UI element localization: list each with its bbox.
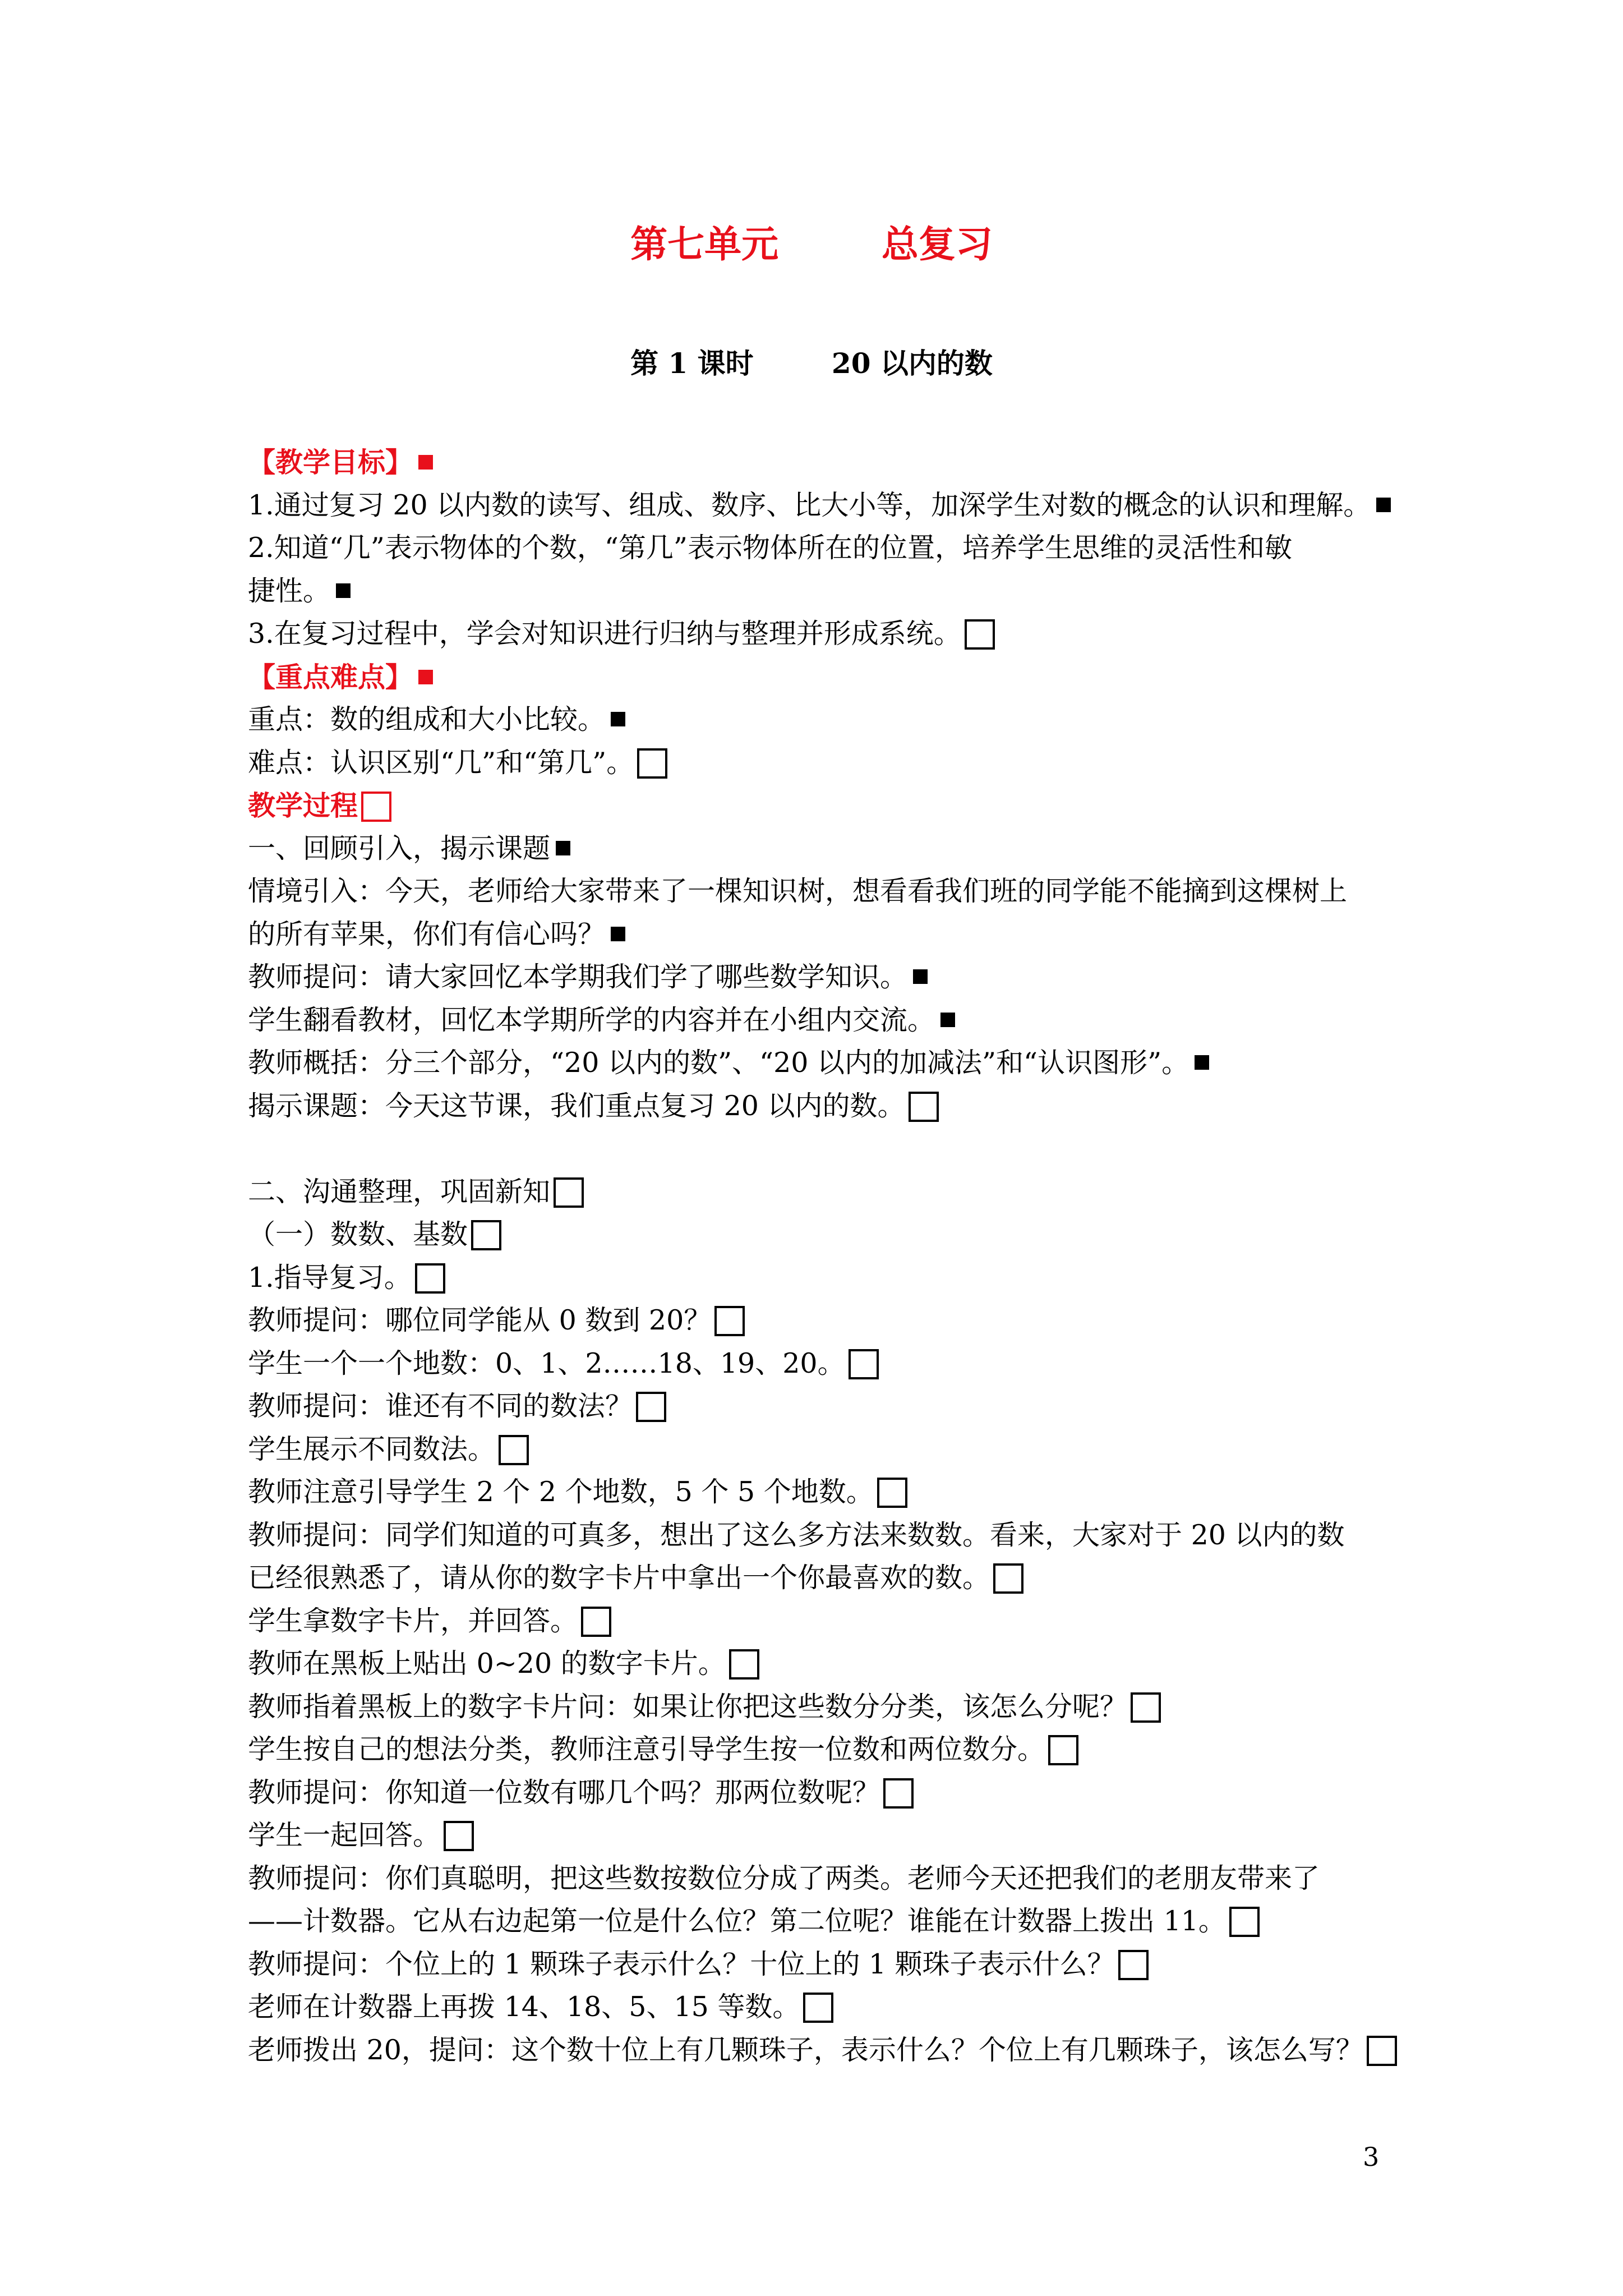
blank-line — [248, 1128, 1403, 1171]
text-line: 老师在计数器上再拨 14、18、5、15 等数。 — [248, 1986, 1403, 2029]
empty-box-icon — [883, 1778, 914, 1809]
text-line: 教师在黑板上贴出 0~20 的数字卡片。 — [248, 1642, 1403, 1686]
text-line: 教师提问：你知道一位数有哪几个吗？那两位数呢？ — [248, 1772, 1403, 1815]
empty-box-icon — [499, 1435, 529, 1465]
text-line: 一、回顾引入，揭示课题 — [248, 827, 1403, 871]
unit-title: 第七单元 总复习 — [630, 222, 993, 266]
section-heading-process: 教学过程 — [248, 784, 1403, 827]
lesson-subtitle: 第 1 课时 20 以内的数 — [630, 347, 993, 380]
text-line: 教师注意引导学生 2 个 2 个地数，5 个 5 个地数。 — [248, 1471, 1403, 1514]
text-line: 揭示课题：今天这节课，我们重点复习 20 以内的数。 — [248, 1085, 1403, 1128]
empty-box-icon — [1048, 1735, 1078, 1765]
empty-box-icon — [1118, 1950, 1149, 1980]
text-line: 的所有苹果，你们有信心吗？ — [248, 913, 1403, 956]
empty-box-icon — [714, 1306, 745, 1336]
text-line: （一）数数、基数 — [248, 1213, 1403, 1257]
text-line: 老师拨出 20，提问：这个数十位上有几颗珠子，表示什么？个位上有几颗珠子，该怎么写？ — [248, 2029, 1403, 2072]
text-line: ——计数器。它从右边起第一位是什么位？第二位呢？谁能在计数器上拨出 11。 — [248, 1900, 1403, 1943]
text-line: 学生一起回答。 — [248, 1814, 1403, 1857]
empty-box-icon — [803, 1993, 833, 2023]
bullet-square-icon — [418, 455, 433, 470]
text-line: 教师提问：你们真聪明，把这些数按数位分成了两类。老师今天还把我们的老朋友带来了 — [248, 1862, 1320, 1894]
text-line: 1.指导复习。 — [248, 1257, 1403, 1300]
empty-box-icon — [1131, 1692, 1161, 1723]
text-line: 学生拿数字卡片，并回答。 — [248, 1600, 1403, 1643]
text-line: 捷性。 — [248, 570, 1403, 613]
empty-box-icon — [849, 1349, 879, 1379]
page-number: 3 — [1363, 2142, 1380, 2172]
bullet-square-icon — [913, 969, 928, 984]
bullet-square-icon — [611, 712, 625, 726]
section-heading-objectives: 【教学目标】 — [248, 441, 1403, 484]
empty-box-icon — [581, 1607, 611, 1637]
bullet-square-icon — [556, 841, 570, 855]
empty-box-icon — [729, 1649, 759, 1680]
text-line: 已经很熟悉了，请从你的数字卡片中拿出一个你最喜欢的数。 — [248, 1557, 1403, 1600]
text-line: 2.知道“几”表示物体的个数，“第几”表示物体所在的位置，培养学生思维的灵活性和敏 — [248, 532, 1292, 564]
text-line: 教师提问：请大家回忆本学期我们学了哪些数学知识。 — [248, 956, 1403, 999]
bullet-square-icon — [336, 583, 351, 598]
text-line: 教师概括：分三个部分，“20 以内的数”、“20 以内的加减法”和“认识图形”。 — [248, 1042, 1403, 1085]
document-body — [248, 441, 1403, 2072]
empty-box-icon — [361, 792, 391, 822]
empty-box-icon — [554, 1177, 584, 1208]
bullet-square-icon — [1195, 1055, 1209, 1070]
empty-box-icon — [415, 1263, 445, 1294]
text-line: 情境引入：今天，老师给大家带来了一棵知识树，想看看我们班的同学能不能摘到这棵树上 — [248, 875, 1348, 907]
empty-box-icon — [909, 1092, 939, 1122]
text-line: 难点：认识区别“几”和“第几”。 — [248, 742, 1403, 785]
bullet-square-icon — [418, 670, 433, 684]
text-line: 重点：数的组成和大小比较。 — [248, 698, 1403, 742]
empty-box-icon — [471, 1220, 501, 1250]
text-line: 教师指着黑板上的数字卡片问：如果让你把这些数分分类，该怎么分呢？ — [248, 1686, 1403, 1729]
empty-box-icon — [877, 1478, 907, 1508]
empty-box-icon — [636, 1392, 666, 1422]
bullet-square-icon — [940, 1013, 955, 1027]
bullet-square-icon — [1376, 498, 1391, 512]
empty-box-icon — [444, 1821, 474, 1851]
text-line: 教师提问：个位上的 1 颗珠子表示什么？十位上的 1 颗珠子表示什么？ — [248, 1943, 1403, 1986]
text-line: 学生按自己的想法分类，教师注意引导学生按一位数和两位数分。 — [248, 1728, 1403, 1772]
text-line: 教师提问：同学们知道的可真多，想出了这么多方法来数数。看来，大家对于 20 以内的数 — [248, 1519, 1345, 1551]
bullet-square-icon — [611, 927, 625, 941]
empty-box-icon — [1229, 1907, 1260, 1937]
text-line: 3.在复习过程中，学会对知识进行归纳与整理并形成系统。 — [248, 613, 1403, 656]
text-line: 学生翻看教材，回忆本学期所学的内容并在小组内交流。 — [248, 999, 1403, 1042]
empty-box-icon — [1367, 2036, 1397, 2066]
text-line: 教师提问：哪位同学能从 0 数到 20？ — [248, 1299, 1403, 1342]
section-heading-key-points: 【重点难点】 — [248, 656, 1403, 699]
empty-box-icon — [637, 748, 667, 779]
text-line: 1.通过复习 20 以内数的读写、组成、数序、比大小等，加深学生对数的概念的认识和理解。 — [248, 484, 1403, 527]
text-line: 学生展示不同数法。 — [248, 1428, 1403, 1471]
text-line: 学生一个一个地数：0、1、2……18、19、20。 — [248, 1342, 1403, 1386]
text-line: 二、沟通整理，巩固新知 — [248, 1171, 1403, 1214]
empty-box-icon — [993, 1563, 1023, 1594]
text-line: 教师提问：谁还有不同的数法？ — [248, 1385, 1403, 1428]
empty-box-icon — [965, 619, 995, 650]
